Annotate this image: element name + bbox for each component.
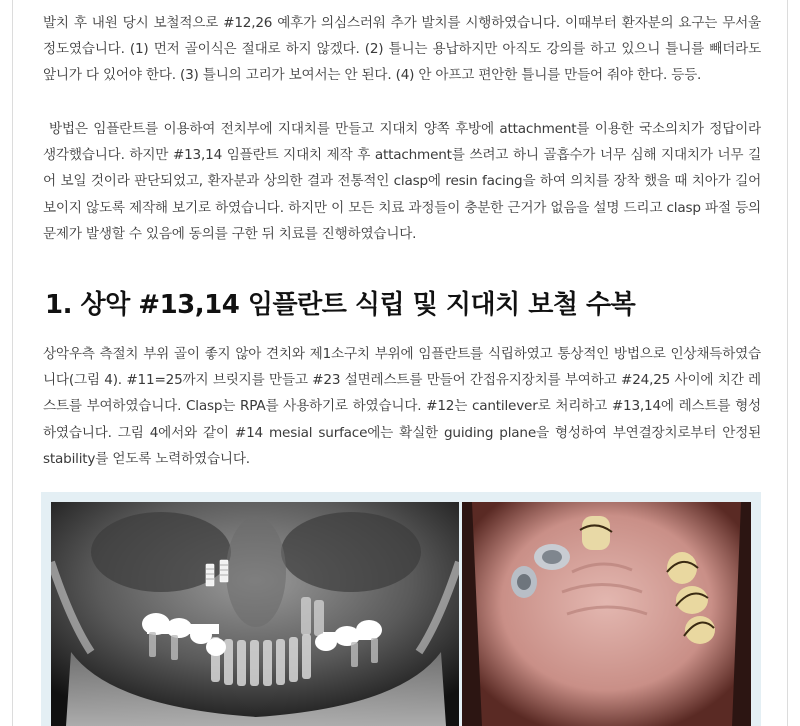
figure-4 [41,492,761,726]
paragraph-treatment-plan: 방법은 임플란트를 이용하여 전치부에 지대치를 만들고 지대치 양쪽 후방에 attachment를 이용한 국소의치가 정답이라 생각했습니다. 하지만 #13,14 임플란트 지대치 제작 후 attachment를 쓰려고 하니 골흡수가 너무 심해 지대치가 너무 길어 보일 것이라 판단되었고, 환자분과 상의한 결과 전통적인 clasp에 resin facing을 하여 의치를 장착 했을 때 치아가 길어 보이지 않도록 제작해 보기로 하였습니다. 하지만 이 모든 치료 과정들이 충분한 근거가 없음을 설명 드리고 clasp 파절 등의 문제가 발생할 수 있음에 동의를 구한 뒤 치료를 진행하였습니다. [43,121,761,242]
section-heading: 1. 상악 #13,14 임플란트 식립 및 지대치 보철 수복 [45,290,636,320]
article-page [12,0,788,726]
paragraph-implant-procedure: 상악우측 측절치 부위 골이 좋지 않아 견치와 제1소구치 부위에 임플란트를 식립하였고 통상적인 방법으로 인상채득하였습니다(그림 4). #11=25까지 브릿지를 만들고 #23 설면레스트를 만들어 간접유지장치를 부여하고 #24,25 사이에 치간 레스트를 부여하였습니다. Clasp는 RPA를 사용하기로 하였습니다. #12는 cantilever로 처리하고 #13,14에 레스트를 형성하였습니다. 그림 4에서와 같이 #14 mesial surface에는 확실한 guiding plane을 형성하여 부연결장치로부터 안정된 stability를 얻도록 노력하였습니다. [43,346,761,467]
paragraph-patient-requests: 발치 후 내원 당시 보철적으로 #12,26 예후가 의심스러워 추가 발치를 시행하였습니다. 이때부터 환자분의 요구는 무서울 정도였습니다. (1) 먼저 골이식은 절대로 하지 않겠다. (2) 틀니는 용납하지만 아직도 강의를 하고 있으니 틀니를 빼더라도 앞니가 다 있어야 한다. (3) 틀니의 고리가 보여서는 안 된다. (4) 안 아프고 편안한 틀니를 만들어 줘야 한다. 등등. [43,15,761,84]
panoramic-xray-image [51,502,459,726]
intraoral-photo-image [462,502,751,726]
